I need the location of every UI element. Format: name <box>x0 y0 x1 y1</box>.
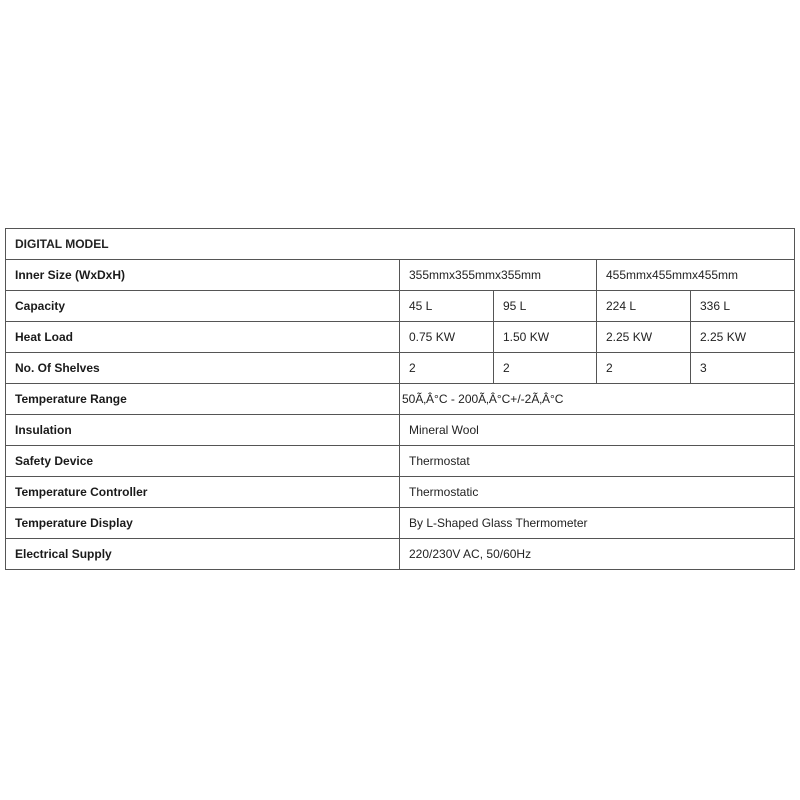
table-row-inner-size <box>6 260 795 291</box>
table-title-row <box>6 229 795 260</box>
capacity-value: 224 L <box>597 291 691 322</box>
insulation-value: Mineral Wool <box>400 415 795 446</box>
table-row-shelves <box>6 353 795 384</box>
inner-size-value-large: 455mmx455mmx455mm <box>597 260 795 291</box>
row-label-insulation: Insulation <box>6 415 400 446</box>
row-label-capacity: Capacity <box>6 291 400 322</box>
heat-load-value: 2.25 KW <box>691 322 795 353</box>
row-label-shelves: No. Of Shelves <box>6 353 400 384</box>
temperature-controller-value: Thermostatic <box>400 477 795 508</box>
table-row-insulation <box>6 415 795 446</box>
table-row-capacity <box>6 291 795 322</box>
row-label-inner-size: Inner Size (WxDxH) <box>6 260 400 291</box>
capacity-value: 336 L <box>691 291 795 322</box>
inner-size-value-small: 355mmx355mmx355mm <box>400 260 597 291</box>
row-label-heat-load: Heat Load <box>6 322 400 353</box>
table-row-temperature-range <box>6 384 795 415</box>
table-title: DIGITAL MODEL <box>6 229 795 260</box>
shelves-value: 3 <box>691 353 795 384</box>
capacity-value: 45 L <box>400 291 494 322</box>
table-row-heat-load <box>6 322 795 353</box>
row-label-safety-device: Safety Device <box>6 446 400 477</box>
shelves-value: 2 <box>494 353 597 384</box>
row-label-temperature-display: Temperature Display <box>6 508 400 539</box>
row-label-temperature-range: Temperature Range <box>6 384 400 415</box>
row-label-temperature-controller: Temperature Controller <box>6 477 400 508</box>
table-row-temperature-controller <box>6 477 795 508</box>
table-row-temperature-display <box>6 508 795 539</box>
safety-device-value: Thermostat <box>400 446 795 477</box>
spec-table <box>5 228 795 570</box>
electrical-supply-value: 220/230V AC, 50/60Hz <box>400 539 795 570</box>
heat-load-value: 0.75 KW <box>400 322 494 353</box>
shelves-value: 2 <box>400 353 494 384</box>
table-row-electrical-supply <box>6 539 795 570</box>
heat-load-value: 2.25 KW <box>597 322 691 353</box>
temperature-display-value: By L-Shaped Glass Thermometer <box>400 508 795 539</box>
row-label-electrical-supply: Electrical Supply <box>6 539 400 570</box>
shelves-value: 2 <box>597 353 691 384</box>
temperature-range-value: 50Ã‚Â°C - 200Ã‚Â°C+/-2Ã‚Â°C <box>400 384 795 415</box>
capacity-value: 95 L <box>494 291 597 322</box>
table-row-safety-device <box>6 446 795 477</box>
heat-load-value: 1.50 KW <box>494 322 597 353</box>
